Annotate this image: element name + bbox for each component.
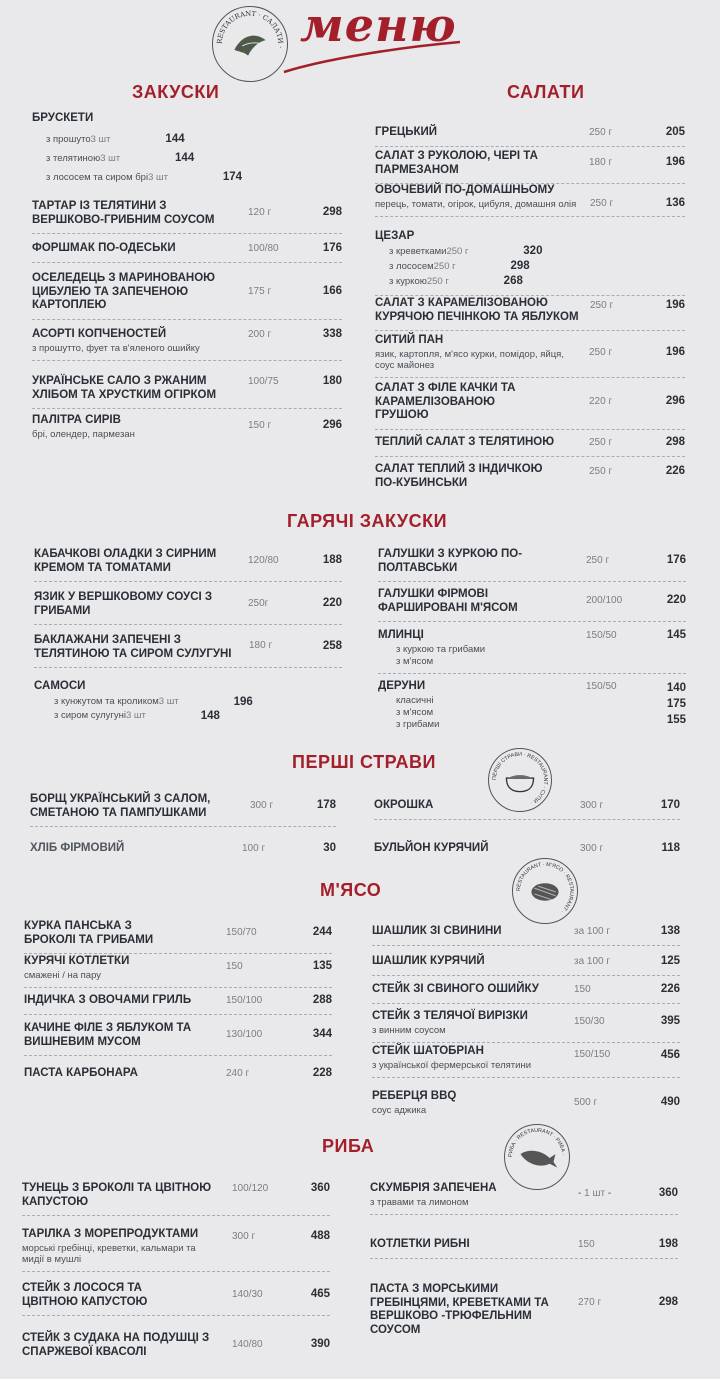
menu-item: ТУНЕЦЬ З БРОКОЛІ ТА ЦВІТНОЮ КАПУСТОЮ 100/120 360 bbox=[22, 1182, 330, 1216]
menu-item: БАКЛАЖАНИ ЗАПЕЧЕНІ З ТЕЛЯТИНОЮ ТА СИРОМ СУЛУГУНІ 180 г 258 bbox=[34, 634, 342, 668]
section-title-first: ПЕРШІ СТРАВИ bbox=[292, 752, 436, 772]
menu-item: КОТЛЕТКИ РИБНІ 150 198 bbox=[370, 1238, 678, 1259]
menu-item: ПАСТА З МОРСЬКИМИ ГРЕБІНЦЯМИ, КРЕВЕТКАМИ ТА ВЕРШКОВО -ТРЮФЕЛЬНИМ СОУСОМ 270 г 298 bbox=[370, 1283, 678, 1336]
menu-title: меню bbox=[300, 0, 457, 52]
menu-item: КАЧИНЕ ФІЛЕ З ЯБЛУКОМ ТА ВИШНЕВИМ МУСОМ 130/100 344 bbox=[24, 1022, 332, 1056]
menu-item: СТЕЙК ЗІ СВИНОГО ОШИЙКУ 150 226 bbox=[372, 983, 680, 1004]
menu-item: СТЕЙК З СУДАКА НА ПОДУШЦІ З СПАРЖЕВОЇ КВАСОЛІ 140/80 390 bbox=[22, 1332, 330, 1358]
menu-item: ШАШЛИК ЗІ СВИНИНИ за 100 г 138 bbox=[372, 925, 680, 946]
menu-item: СТЕЙК З ЛОСОСЯ ТА ЦВІТНОЮ КАПУСТОЮ 140/30 465 bbox=[22, 1282, 330, 1316]
menu-item: ТЕПЛИЙ САЛАТ З ТЕЛЯТИНОЮ 250 г 298 bbox=[375, 436, 685, 457]
menu-item: РЕБЕРЦЯ BBQ соус аджика 500 г 490 bbox=[372, 1090, 680, 1116]
menu-item: ХЛІБ ФІРМОВИЙ 100 г 30 bbox=[30, 842, 336, 854]
menu-item-samosy: САМОСИ з кунжутом та кроликом 3 шт 196 з сиром сулугуні 3 шт 148 bbox=[34, 680, 253, 722]
section-title-salaty: САЛАТИ bbox=[507, 82, 585, 102]
menu-item-deruny: ДЕРУНИ класичні з м'ясом з грибами 150/50 140 175 155 bbox=[378, 680, 686, 730]
menu-item: САЛАТ З ФІЛЕ КАЧКИ ТА КАРАМЕЛІЗОВАНОЮ ГРУШОЮ 220 г 296 bbox=[375, 382, 685, 430]
menu-item: ПАСТА КАРБОНАРА 240 г 228 bbox=[24, 1067, 332, 1079]
menu-item-caesar: ЦЕЗАР з креветками 250 г 320 з лососем 250 г 298 з куркою 250 г 268 bbox=[375, 230, 685, 296]
menu-item: ТАРТАР ІЗ ТЕЛЯТИНИ З ВЕРШКОВО-ГРИБНИМ СОУСОМ 120 г 298 bbox=[32, 200, 342, 234]
menu-item: ГРЕЦЬКИЙ 250 г 205 bbox=[375, 126, 685, 147]
menu-item: ОВОЧЕВИЙ ПО-ДОМАШНЬОМУ перець, томати, огірок, цибуля, домашня олія 250 г 136 bbox=[375, 184, 685, 217]
menu-item: ГАЛУШКИ ФІРМОВІ ФАРШИРОВАНІ М'ЯСОМ 200/100 220 bbox=[378, 588, 686, 622]
menu-item: СТЕЙК ШАТОБРІАН з української фермерської телятини 150/150 456 bbox=[372, 1045, 680, 1078]
menu-item: БУЛЬЙОН КУРЯЧИЙ 300 г 118 bbox=[374, 842, 680, 854]
menu-item: СТЕЙК З ТЕЛЯЧОЇ ВИРІЗКИ з винним соусом 150/30 395 bbox=[372, 1010, 680, 1043]
svg-text:РИБА · RESTAURANT · РИБА ·: РИБА · RESTAURANT · РИБА · bbox=[507, 1127, 567, 1158]
menu-item: ЯЗИК У ВЕРШКОВОМУ СОУСІ З ГРИБАМИ 250г 220 bbox=[34, 591, 342, 625]
stamp-text: RESTAURANT · САЛАТИ · bbox=[215, 9, 285, 49]
menu-item: САЛАТ З КАРАМЕЛІЗОВАНОЮ КУРЯЧОЮ ПЕЧІНКОЮ ТА ЯБЛУКОМ 250 г 196 bbox=[375, 297, 685, 331]
menu-item: КУРЯЧІ КОТЛЕТКИ смажені / на пару 150 135 bbox=[24, 955, 332, 988]
menu-item: ТАРІЛКА З МОРЕПРОДУКТАМИ морські гребінці, креветки, кальмари та мидії в мушлі 300 г 488 bbox=[22, 1228, 330, 1272]
menu-item: ОКРОШКА 300 г 170 bbox=[374, 799, 680, 820]
item-name: БРУСКЕТИ bbox=[32, 112, 94, 124]
menu-item: АСОРТІ КОПЧЕНОСТЕЙ з прошутто, фует та в'яленого ошийку 200 г 338 bbox=[32, 328, 342, 361]
section-title-meat: М'ЯСО bbox=[320, 880, 382, 900]
meat-stamp-logo bbox=[512, 858, 578, 924]
svg-text:RESTAURANT · М'ЯСО · RESTAURAN: RESTAURANT · М'ЯСО · RESTAURANT · bbox=[515, 861, 575, 914]
menu-item: ФОРШМАК ПО-ОДЕСЬКИ 100/80 176 bbox=[32, 242, 342, 263]
menu-item: ГАЛУШКИ З КУРКОЮ ПО-ПОЛТАВСЬКИ 250 г 176 bbox=[378, 548, 686, 582]
menu-item: СКУМБРІЯ ЗАПЕЧЕНА з травами та лимоном - 1 шт - 360 bbox=[370, 1182, 678, 1215]
menu-item: ОСЕЛЕДЕЦЬ З МАРИНОВАНОЮ ЦИБУЛЕЮ ТА ЗАПЕЧЕНОЮ КАРТОПЛЕЮ 175 г 166 bbox=[32, 272, 342, 320]
menu-item: ІНДИЧКА З ОВОЧАМИ ГРИЛЬ 150/100 288 bbox=[24, 994, 332, 1015]
salads-stamp-logo bbox=[212, 6, 288, 82]
title-swash bbox=[282, 38, 462, 78]
svg-text:ПЕРШІ СТРАВИ · RESTAURANT · СУ: ПЕРШІ СТРАВИ · RESTAURANT · СУПИ · bbox=[491, 751, 549, 806]
menu-item: БОРЩ УКРАЇНСЬКИЙ З САЛОМ, СМЕТАНОЮ ТА ПАМПУШКАМИ 300 г 178 bbox=[30, 793, 336, 827]
menu-item-mlyntsi: МЛИНЦІ з куркою та грибами з м'ясом 150/50 145 bbox=[378, 629, 686, 674]
menu-item: УКРАЇНСЬКЕ САЛО З РЖАНИМ ХЛІБОМ ТА ХРУСТКИМ ОГІРКОМ 100/75 180 bbox=[32, 375, 342, 409]
menu-item: КАБАЧКОВІ ОЛАДКИ З СИРНИМ КРЕМОМ ТА ТОМАТАМИ 120/80 188 bbox=[34, 548, 342, 582]
menu-item: САЛАТ З РУКОЛОЮ, ЧЕРІ ТА ПАРМЕЗАНОМ 180 г 196 bbox=[375, 150, 685, 184]
menu-item: ШАШЛИК КУРЯЧИЙ за 100 г 125 bbox=[372, 955, 680, 976]
menu-item: СИТИЙ ПАН язик, картопля, м'ясо курки, помідор, яйця, соус майонез 250 г 196 bbox=[375, 334, 685, 378]
section-title-zakusky: ЗАКУСКИ bbox=[132, 82, 220, 102]
menu-item: САЛАТ ТЕПЛИЙ З ІНДИЧКОЮ ПО-КУБИНСЬКИ 250 г 226 bbox=[375, 463, 685, 489]
menu-item-bruschetta: БРУСКЕТИ з прошуто 3 шт 144 з телятиною 3 шт 144 з лососем та сиром брі 3 шт 174 bbox=[32, 112, 243, 183]
fish-stamp-logo bbox=[504, 1124, 570, 1190]
menu-item: КУРКА ПАНСЬКА З БРОКОЛІ ТА ГРИБАМИ 150/70 244 bbox=[24, 920, 332, 954]
section-title-hot: ГАРЯЧІ ЗАКУСКИ bbox=[287, 511, 448, 531]
menu-item: ПАЛІТРА СИРІВ брі, олендер, пармезан 150 г 296 bbox=[32, 414, 342, 440]
section-title-fish: РИБА bbox=[322, 1136, 375, 1156]
